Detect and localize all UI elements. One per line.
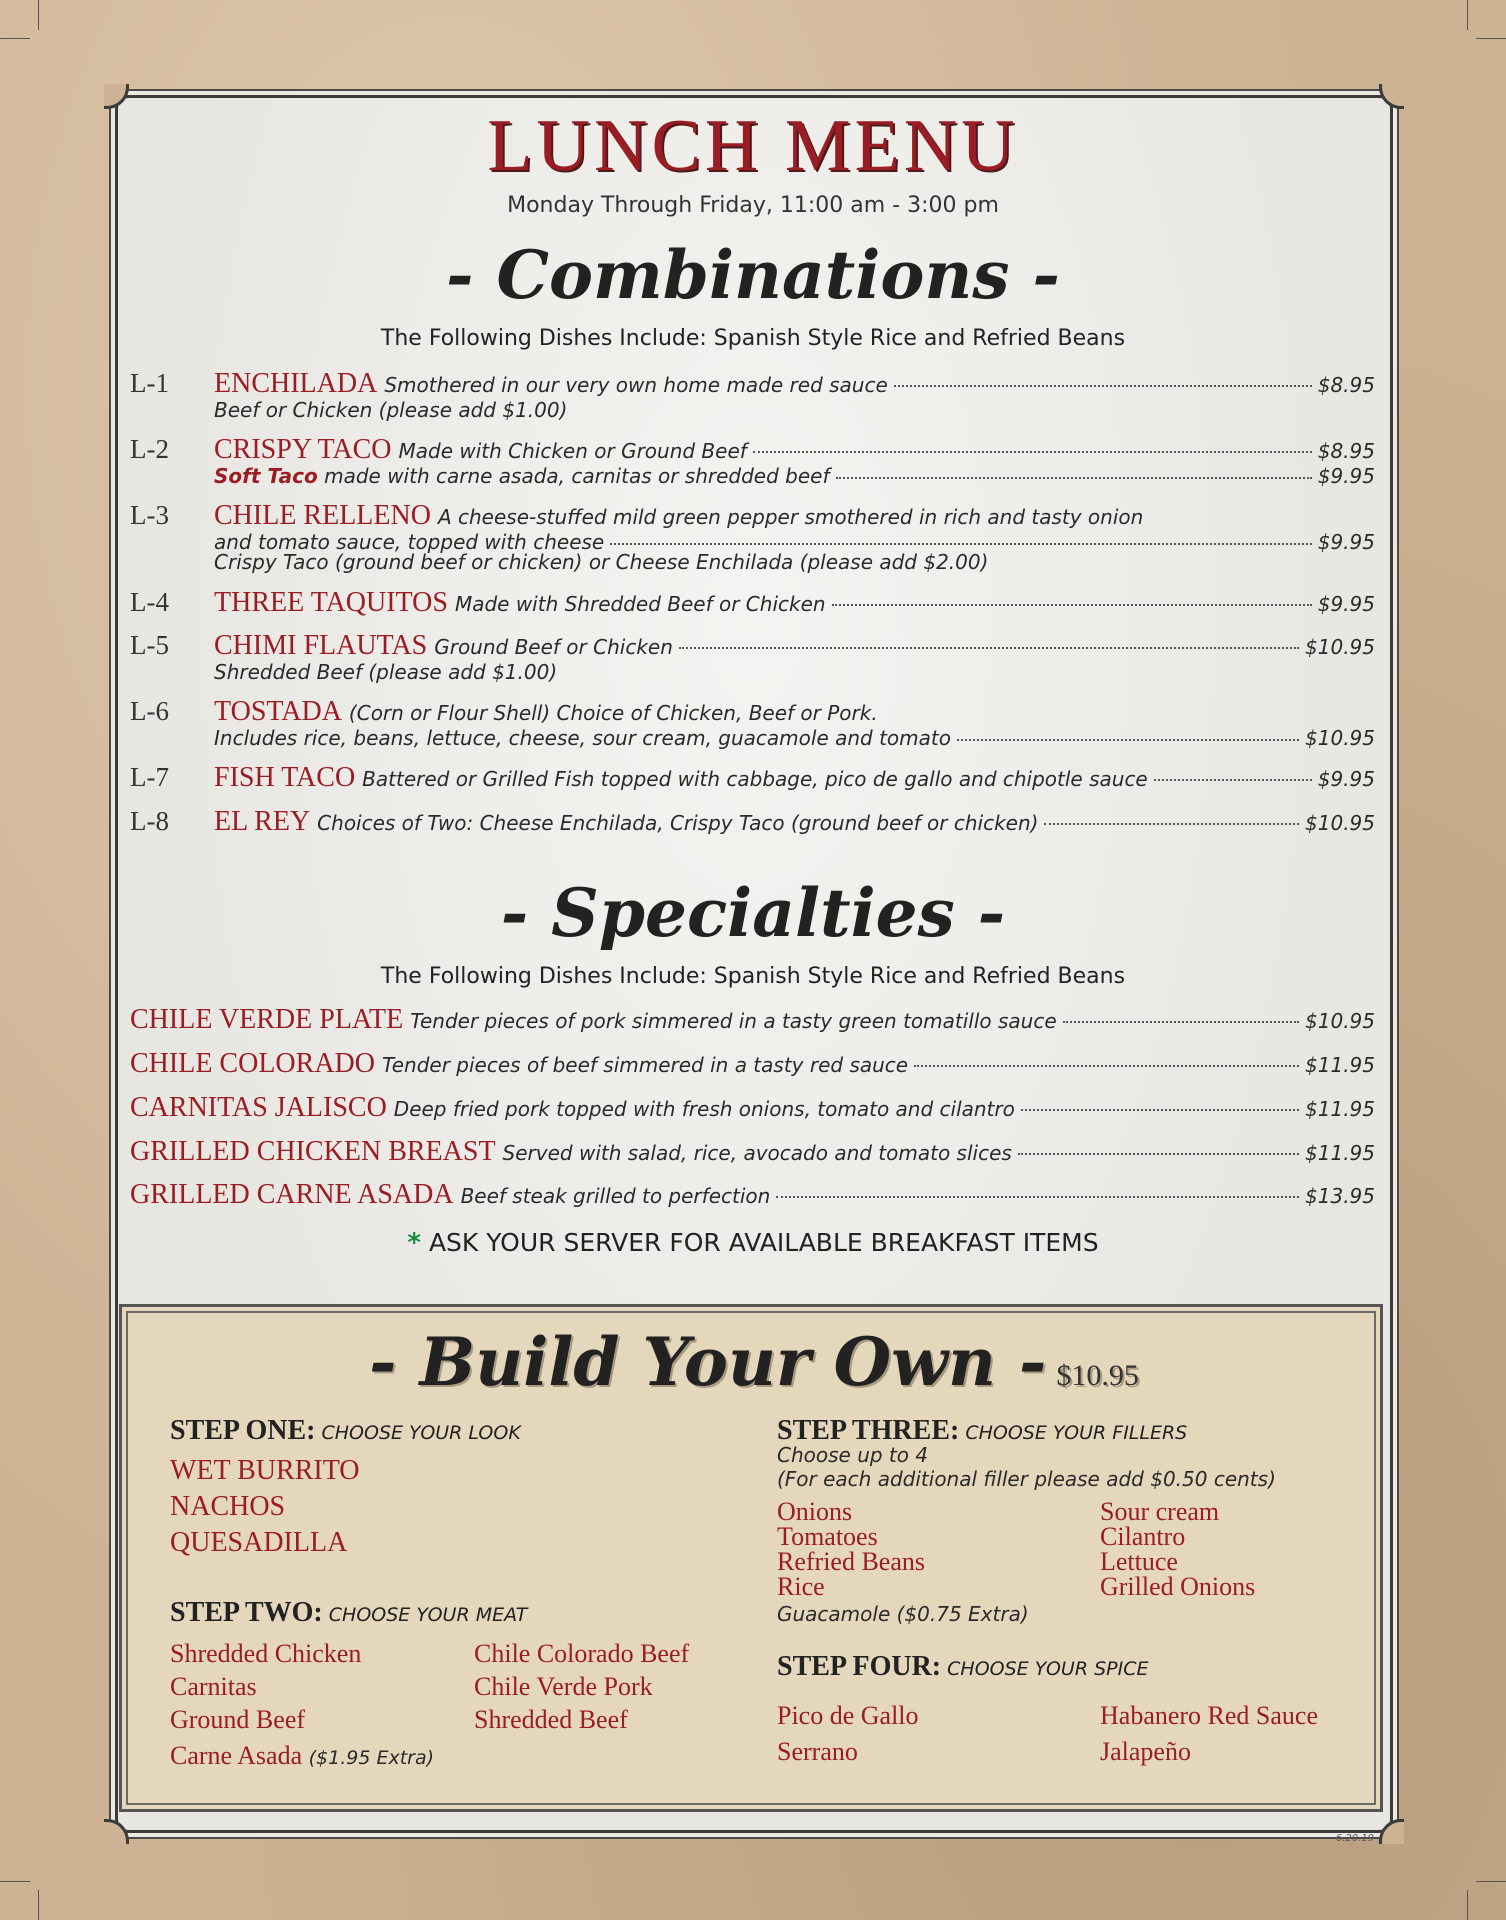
meat-option: Chile Colorado Beef xyxy=(474,1639,690,1668)
item-description: Tender pieces of pork simmered in a tasty green tomatillo sauce xyxy=(410,1009,1057,1033)
step-two-label: STEP TWO: xyxy=(170,1597,323,1628)
crop-mark xyxy=(1476,38,1506,39)
item-code: L-1 xyxy=(130,368,169,398)
crop-mark xyxy=(1467,1890,1468,1920)
filler-limit-note: Choose up to 4 xyxy=(777,1443,929,1467)
look-option: NACHOS xyxy=(170,1491,286,1522)
crop-mark xyxy=(0,1881,30,1882)
item-description: Battered or Grilled Fish topped with cabbage, pico de gallo and chipotle sauce xyxy=(362,767,1148,791)
build-your-own-price: $10.95 xyxy=(1056,1359,1139,1392)
item-extra: Shredded Beef (please add $1.00) xyxy=(214,660,558,684)
panel-corner xyxy=(1379,1819,1404,1844)
filler-option: Sour cream xyxy=(1100,1497,1220,1526)
breakfast-note-text: ASK YOUR SERVER FOR AVAILABLE BREAKFAST ITEMS xyxy=(428,1228,1099,1257)
meat-option: Carnitas xyxy=(170,1672,257,1701)
meat-extra-note: ($1.95 Extra) xyxy=(308,1747,435,1769)
meat-option: Shredded Chicken xyxy=(170,1639,362,1668)
item-price: $10.95 xyxy=(1305,1009,1375,1033)
item-name: TOSTADA xyxy=(214,696,342,727)
filler-option: Rice xyxy=(777,1572,825,1601)
item-price: $9.95 xyxy=(1317,767,1375,791)
leader-dots xyxy=(914,1065,1299,1067)
meat-option: Ground Beef xyxy=(170,1705,306,1734)
spice-option: Habanero Red Sauce xyxy=(1100,1701,1319,1730)
filler-option: Refried Beans xyxy=(777,1547,926,1576)
spice-option: Pico de Gallo xyxy=(777,1701,919,1730)
spice-option: Jalapeño xyxy=(1100,1737,1191,1766)
item-description: Tender pieces of beef simmered in a tasty red sauce xyxy=(382,1053,909,1077)
item-price: $11.95 xyxy=(1305,1141,1375,1165)
item-name: GRILLED CARNE ASADA xyxy=(130,1179,454,1210)
specialty-item xyxy=(130,1048,1375,1080)
leader-dots xyxy=(1154,779,1312,781)
filler-option: Tomatoes xyxy=(777,1522,878,1551)
soft-taco-price: $9.95 xyxy=(1317,464,1375,488)
leader-dots xyxy=(776,1196,1299,1198)
item-price: $9.95 xyxy=(1317,592,1375,616)
step-four-heading xyxy=(777,1651,1148,1683)
build-your-own-panel xyxy=(119,1304,1383,1812)
filler-option: Grilled Onions xyxy=(1100,1572,1256,1601)
leader-dots xyxy=(610,543,1312,545)
leader-dots xyxy=(832,604,1312,606)
specialty-item xyxy=(130,1179,1375,1211)
combinations-title: - Combinations - xyxy=(446,236,1060,314)
item-price: $8.95 xyxy=(1317,439,1375,463)
item-code: L-4 xyxy=(130,587,169,617)
item-description: Made with Shredded Beef or Chicken xyxy=(454,592,826,616)
item-description: (Corn or Flour Shell) Choice of Chicken, Beef or Pork. xyxy=(348,701,878,725)
item-code: L-8 xyxy=(130,806,169,836)
specialties-title: - Specialties - xyxy=(500,874,1006,952)
item-name: CRISPY TACO xyxy=(214,434,392,465)
combinations-subtitle: The Following Dishes Include: Spanish Style Rice and Refried Beans xyxy=(380,326,1126,351)
step-three-caption: CHOOSE YOUR FILLERS xyxy=(965,1422,1188,1444)
item-description: Choices of Two: Cheese Enchilada, Crispy Taco (ground beef or chicken) xyxy=(317,811,1039,835)
step-one-label: STEP ONE: xyxy=(170,1415,316,1446)
filler-extra-note: (For each additional filler please add $0.50 cents) xyxy=(777,1467,1276,1491)
item-price: $11.95 xyxy=(1305,1053,1375,1077)
item-description-continued: Includes rice, beans, lettuce, cheese, sour cream, guacamole and tomato xyxy=(214,726,951,750)
build-your-own-heading: - Build Your Own - xyxy=(369,1323,1047,1401)
star-icon: * xyxy=(407,1228,421,1258)
item-price: $10.95 xyxy=(1305,726,1375,750)
item-extra: Crispy Taco (ground beef or chicken) or Cheese Enchilada (please add $2.00) xyxy=(214,550,989,574)
leader-dots xyxy=(1018,1153,1299,1155)
item-code: L-3 xyxy=(130,500,169,530)
leader-dots xyxy=(1021,1109,1299,1111)
spice-option: Serrano xyxy=(777,1737,858,1766)
specialty-item xyxy=(130,1004,1375,1036)
item-description: Made with Chicken or Ground Beef xyxy=(398,439,747,463)
item-name: CHILE COLORADO xyxy=(130,1048,375,1079)
crop-mark xyxy=(0,38,30,39)
crop-mark xyxy=(38,0,39,30)
item-price: $10.95 xyxy=(1305,635,1375,659)
leader-dots xyxy=(836,477,1312,479)
item-code: L-6 xyxy=(130,696,169,726)
step-three-label: STEP THREE: xyxy=(777,1415,960,1446)
item-name: FISH TACO xyxy=(214,762,356,793)
item-code: L-2 xyxy=(130,434,169,464)
step-one-caption: CHOOSE YOUR LOOK xyxy=(321,1422,521,1444)
item-description-continued: and tomato sauce, topped with cheese xyxy=(214,530,605,554)
leader-dots xyxy=(753,451,1312,453)
item-description: Beef steak grilled to perfection xyxy=(460,1184,771,1208)
crop-mark xyxy=(1476,1881,1506,1882)
meat-option: Chile Verde Pork xyxy=(474,1672,653,1701)
leader-dots xyxy=(1044,823,1299,825)
leader-dots xyxy=(679,647,1299,649)
page-title: LUNCH MENU xyxy=(487,105,1019,187)
item-name: ENCHILADA xyxy=(214,368,378,399)
leader-dots xyxy=(894,385,1312,387)
soft-taco-description: made with carne asada, carnitas or shredded beef xyxy=(324,464,830,488)
step-four-caption: CHOOSE YOUR SPICE xyxy=(947,1658,1149,1680)
leader-dots xyxy=(1063,1021,1299,1023)
print-date: 6.20.19 xyxy=(1335,1833,1374,1844)
item-name: CHILE RELLENO xyxy=(214,500,431,531)
step-four-label: STEP FOUR: xyxy=(777,1651,942,1682)
step-two-heading xyxy=(170,1597,527,1629)
item-description: Smothered in our very own home made red sauce xyxy=(384,373,888,397)
breakfast-note xyxy=(0,1228,1506,1258)
item-price: $9.95 xyxy=(1317,530,1375,554)
specialty-item xyxy=(130,1136,1375,1168)
look-option: WET BURRITO xyxy=(170,1455,360,1486)
leader-dots xyxy=(957,739,1299,741)
item-description: Deep fried pork topped with fresh onions, tomato and cilantro xyxy=(393,1097,1015,1121)
look-option: QUESADILLA xyxy=(170,1527,348,1558)
hours-text: Monday Through Friday, 11:00 am - 3:00 pm xyxy=(507,193,999,218)
step-one-heading xyxy=(170,1415,521,1447)
item-name: CARNITAS JALISCO xyxy=(130,1092,387,1123)
item-extra: Beef or Chicken (please add $1.00) xyxy=(214,398,568,422)
guacamole-note: Guacamole ($0.75 Extra) xyxy=(777,1602,1029,1626)
step-two-caption: CHOOSE YOUR MEAT xyxy=(328,1604,528,1626)
crop-mark xyxy=(1467,0,1468,30)
item-code: L-7 xyxy=(130,762,169,792)
build-your-own-title xyxy=(122,1323,1386,1401)
item-price: $13.95 xyxy=(1305,1184,1375,1208)
panel-corner xyxy=(104,1819,129,1844)
meat-option xyxy=(170,1743,434,1771)
item-name: EL REY xyxy=(214,806,311,837)
item-name: THREE TAQUITOS xyxy=(214,587,448,618)
item-description: Ground Beef or Chicken xyxy=(434,635,673,659)
meat-option: Shredded Beef xyxy=(474,1705,628,1734)
crop-mark xyxy=(38,1890,39,1920)
item-name: CHILE VERDE PLATE xyxy=(130,1004,404,1035)
item-description: Served with salad, rice, avocado and tomato slices xyxy=(502,1141,1012,1165)
item-code: L-5 xyxy=(130,630,169,660)
item-name: CHIMI FLAUTAS xyxy=(214,630,428,661)
item-price: $8.95 xyxy=(1317,373,1375,397)
filler-option: Lettuce xyxy=(1100,1547,1178,1576)
meat-option-label: Carne Asada xyxy=(170,1741,303,1770)
item-description: A cheese-stuffed mild green pepper smothered in rich and tasty onion xyxy=(437,505,1144,529)
item-name: GRILLED CHICKEN BREAST xyxy=(130,1136,496,1167)
item-price: $11.95 xyxy=(1305,1097,1375,1121)
filler-option: Cilantro xyxy=(1100,1522,1186,1551)
item-price: $10.95 xyxy=(1305,811,1375,835)
filler-option: Onions xyxy=(777,1497,853,1526)
soft-taco-label: Soft Taco xyxy=(214,464,318,488)
specialties-subtitle: The Following Dishes Include: Spanish Style Rice and Refried Beans xyxy=(380,964,1126,989)
specialty-item xyxy=(130,1092,1375,1124)
